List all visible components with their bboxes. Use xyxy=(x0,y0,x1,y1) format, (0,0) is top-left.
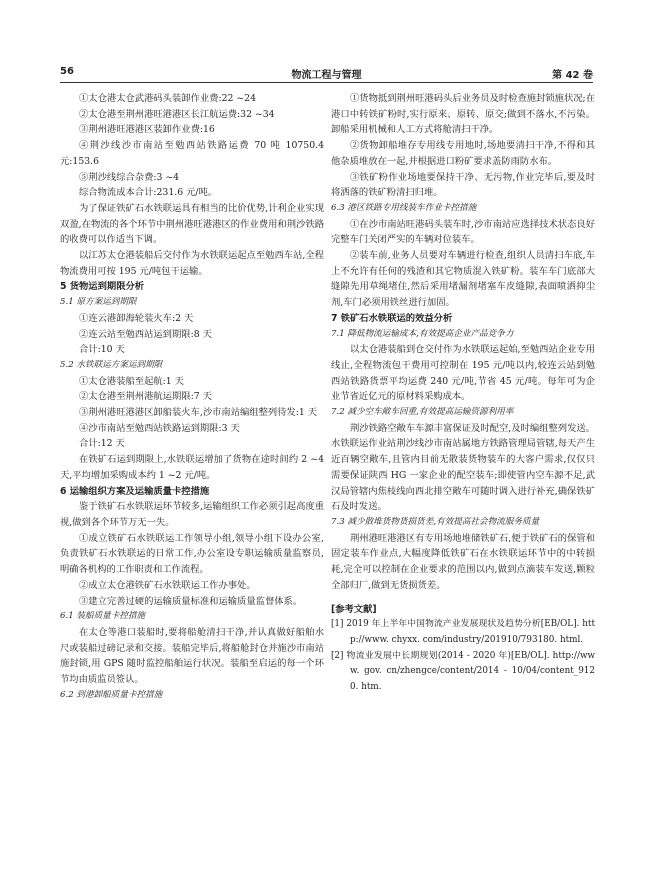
paragraph: ②装车前,业务人员要对车辆进行检查,组织人员清扫车底,车上不允许有任何的残渣和其它物质混入铁矿粉。装车车门底部大缝隙先用草绳堵住,然后采用堵漏剂堵塞车皮缝隙,表面喷洒抑尘剂,车门必须用铁丝进行加固。 xyxy=(331,250,595,309)
reference-item: [2] 物流业发展中长期规划(2014 - 2020 年)[EB/OL]. http://www. gov. cn/zhengce/content/2014 - 10/04/content_9120. htm. xyxy=(331,650,595,693)
references-heading: [参考文献] xyxy=(331,603,377,615)
section-heading: 6 运输组织方案及运输质量卡控措施 xyxy=(60,485,210,497)
paragraph: ①太仓港装船至起航:1 天 xyxy=(79,375,184,387)
subsection-heading: 7.2 减少空车敞车回重,有效提高运输资源利用率 xyxy=(331,407,514,418)
section-heading: 5 货物运到期限分析 xyxy=(60,281,145,293)
subsection-heading: 6.1 装船质量卡控措施 xyxy=(60,611,146,622)
paragraph: 合计:10 天 xyxy=(79,344,125,356)
left-column xyxy=(60,91,324,703)
paragraph: ③铁矿粉作业场地要保持干净、无污物,作业完毕后,要及时将洒落的铁矿粉清扫归堆。 xyxy=(331,171,595,199)
paragraph: ③建立完善过硬的运输质量标准和运输质量监督体系。 xyxy=(79,595,303,607)
paragraph: 在铁矿石运到期限上,水铁联运增加了货物在途时间约 2 ~4 天,平均增加采购成本约 1 ~2 元/吨。 xyxy=(60,454,324,481)
paragraph: ①成立铁矿石水铁联运工作领导小组,领导小组下设办公室,负责铁矿石水铁联运的日常工作,办公室设专职运输质量监察员,明确各机构的工作职责和工作流程。 xyxy=(60,532,324,576)
paragraph: 综合物流成本合计:231.6 元/吨。 xyxy=(79,187,218,199)
paragraph: 以江苏太仓港装船后交付作为水铁联运起点至勉西车站,全程物流费用可按 195 元/吨包干运输。 xyxy=(60,250,324,277)
paragraph: 鉴于铁矿石水铁联运环节较多,运输组织工作必须引起高度重视,做到各个环节万无一失。 xyxy=(60,501,324,528)
header-rule xyxy=(60,82,593,83)
running-header xyxy=(60,66,593,80)
subsection-heading: 5.2 水铁联运方案运到期限 xyxy=(60,359,163,370)
paragraph: ②货物卸船堆存专用线专用地时,场地要清扫干净,不得和其他杂质堆放在一起,并根据进口粉矿要求盖防雨防水布。 xyxy=(331,140,595,167)
paragraph: 荆沙铁路空敞车车源丰富保证及时配空,及时编组整列发送。水铁联运作业站荆沙线沙市南站属地方铁路管理局管辖,每天产生近百辆空敞车,且管内目前无散装货物装车的大客户需求,仅仅只需要保证陕西 HG 一家企业的配空装车;即使管内空车源不足,武汉局管辖内焦枝线向西北排空敞车可随时调入进行补充,确保铁矿石及时发送。 xyxy=(331,422,595,513)
subsection-heading: 6.3 港区铁路专用线装车作业卡控措施 xyxy=(331,202,477,213)
paragraph: ③荆州港旺港港区装卸作业费:16 xyxy=(79,124,215,136)
paragraph: ⑤荆沙线综合杂费:3 ~4 xyxy=(79,171,180,183)
subsection-heading: 7.1 降低物流运输成本,有效提高企业产品竞争力 xyxy=(331,328,514,339)
page-number: 56 xyxy=(60,66,74,77)
paragraph: ①在沙市南站旺港码头装车时,沙市南站应选择技术状态良好完整车门关闭严实的车辆对位装车。 xyxy=(331,218,595,246)
paragraph: ②成立太仓港铁矿石水铁联运工作办事处。 xyxy=(79,579,256,591)
section-heading: 7 铁矿石水铁联运的效益分析 xyxy=(331,312,453,324)
volume-label: 第 42 卷 xyxy=(552,70,593,81)
paragraph: 荆州港旺港港区有专用场地堆储铁矿石,便于铁矿石的保管和固定装车作业点,大幅度降低铁矿石在水铁联运环节中的中转损耗,完全可以控制在企业要求的范围以内,做到点滴装车发送,颗粒全部归厂,做到无货损货差。 xyxy=(331,532,595,591)
paragraph: ②连云站至勉西站运到期限:8 天 xyxy=(79,328,212,340)
journal-title: 物流工程与管理 xyxy=(291,70,362,81)
paragraph: 在太仓等港口装船时,要将船舱清扫干净,并认真做好船舶水尺或装船过磅记录和交接。装船完毕后,将船舱封仓并施沙市南站施封锁,用 GPS 随时监控船舶运行状况。装船至启运的每一个环节均由质监员签认。 xyxy=(60,626,324,686)
paragraph: ③荆州港旺港港区卸船装火车,沙市南站编组整列待发:1 天 xyxy=(79,407,318,419)
paragraph: 以太仓港装船到仓交付作为水铁联运起始,至勉西站企业专用线止,全程物流包干费用可控制在 195 元/吨以内,较连云站到勉西站铁路货票平均运费 240 元/吨,节省 45 元/吨。每年可为企业节省近亿元的原材料采购成本。 xyxy=(331,344,595,403)
paragraph: 为了保证铁矿石水铁联运具有相当的比价优势,计利企业实现双盈,在物流的各个环节中荆州港旺港港区的作业费用和荆沙铁路的收费可以作适当下调。 xyxy=(60,202,324,246)
right-column xyxy=(331,91,595,696)
paragraph: ①连云港卸海轮装火车:2 天 xyxy=(79,312,194,324)
paragraph: ④沙市南站至勉西站铁路运到期限:3 天 xyxy=(79,422,240,434)
paragraph: ①太仓港太仓武港码头装卸作业费:22 ~24 xyxy=(79,93,256,104)
subsection-heading: 7.3 减少散堆货物货损货差,有效提高社会物流服务质量 xyxy=(331,516,540,527)
paragraph: ②太仓港至荆州港旺港港区长江航运费:32 ~34 xyxy=(79,108,275,120)
reference-item: [1] 2019 年上半年中国物流产业发展现状及趋势分析[EB/OL]. http://www. chyxx. com/industry/201910/793180. html. xyxy=(331,619,595,645)
paragraph: ②太仓港至荆州港航运期限:7 天 xyxy=(79,391,212,403)
subsection-heading: 6.2 到港卸船质量卡控措施 xyxy=(60,689,163,700)
paragraph: 合计:12 天 xyxy=(79,438,125,450)
paragraph: ④荆沙线沙市南站至勉西站铁路运费 70 吨 10750.4 元:153.6 xyxy=(60,140,324,167)
paragraph: ①货物抵到荆州旺港码头后业务员及时检查施封锁施状况;在港口中转铁矿粉时,实行原来、原转、原交;做到不落水,不污染。卸船采用机械和人工方式将舱清扫干净。 xyxy=(331,93,595,136)
subsection-heading: 5.1 原方案运到期限 xyxy=(60,297,137,308)
